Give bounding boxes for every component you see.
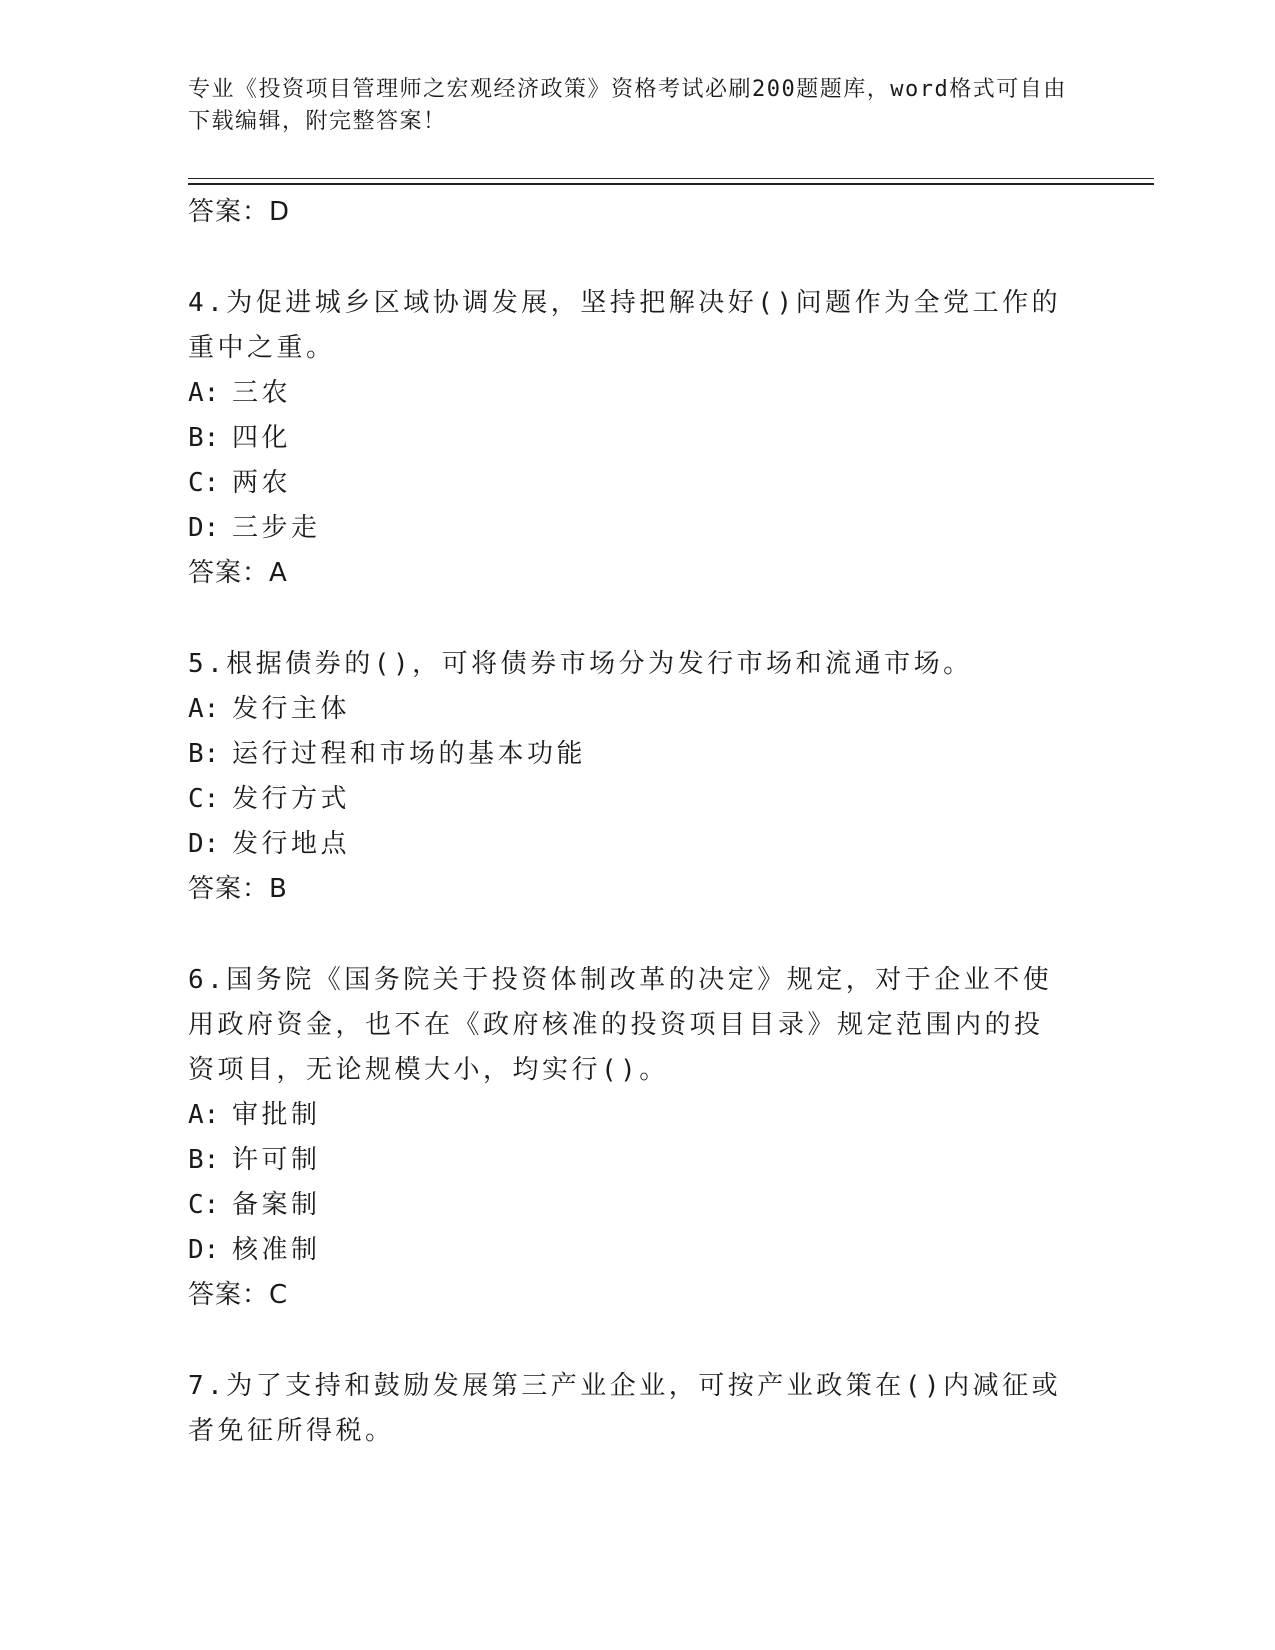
option-text: 核准制: [232, 1235, 321, 1265]
option-d: [188, 822, 1068, 867]
option-letter: A:: [188, 1100, 220, 1130]
option-text: 两农: [232, 468, 292, 498]
question-stem: 5.根据债券的()，可将债券市场分为发行市场和流通市场。: [188, 649, 973, 679]
question-list: [188, 190, 1068, 1454]
option-b: [188, 1138, 1068, 1183]
option-letter: A:: [188, 694, 220, 724]
option-letter: D:: [188, 829, 220, 859]
question-stem: 7.为了支持和鼓励发展第三产业企业，可按产业政策在()内减征或者免征所得税。: [188, 1371, 1062, 1446]
option-letter: D:: [188, 1235, 220, 1265]
option-text: 许可制: [232, 1145, 321, 1175]
answer-line: 答案：C: [188, 1280, 289, 1310]
header-divider-thick: [188, 183, 1154, 185]
option-b: [188, 732, 1068, 777]
option-letter: C:: [188, 1190, 220, 1220]
question-item: [188, 642, 1068, 912]
option-text: 运行过程和市场的基本功能: [232, 739, 587, 769]
option-text: 备案制: [232, 1190, 321, 1220]
question-stem: 4.为促进城乡区域协调发展，坚持把解决好()问题作为全党工作的重中之重。: [188, 288, 1062, 363]
option-d: [188, 506, 1068, 551]
option-c: [188, 777, 1068, 822]
option-text: 三农: [232, 378, 292, 408]
option-letter: B:: [188, 423, 220, 453]
question-stem: 6.国务院《国务院关于投资体制改革的决定》规定，对于企业不使用政府资金，也不在《政府核准的投资项目目录》规定范围内的投资项目，无论规模大小，均实行()。: [188, 965, 1053, 1085]
question-item: [188, 958, 1068, 1318]
option-letter: D:: [188, 513, 220, 543]
page-header: 专业《投资项目管理师之宏观经济政策》资格考试必刷200题题库，word格式可自由下载编辑，附完整答案！: [188, 77, 1067, 134]
option-text: 发行主体: [232, 694, 351, 724]
option-c: [188, 1183, 1068, 1228]
previous-answer: 答案：D: [188, 197, 291, 227]
option-a: [188, 687, 1068, 732]
option-letter: C:: [188, 468, 220, 498]
option-a: [188, 371, 1068, 416]
question-item: [188, 1364, 1068, 1454]
option-letter: B:: [188, 1145, 220, 1175]
option-text: 四化: [232, 423, 292, 453]
question-item: [188, 281, 1068, 596]
option-c: [188, 461, 1068, 506]
answer-line: 答案：B: [188, 874, 288, 904]
option-letter: B:: [188, 739, 220, 769]
option-d: [188, 1228, 1068, 1273]
option-text: 发行地点: [232, 829, 351, 859]
option-a: [188, 1093, 1068, 1138]
option-text: 审批制: [232, 1100, 321, 1130]
option-b: [188, 416, 1068, 461]
option-text: 发行方式: [232, 784, 351, 814]
option-letter: C:: [188, 784, 220, 814]
header-divider-thin: [188, 178, 1154, 179]
answer-line: 答案：A: [188, 558, 288, 588]
option-text: 三步走: [232, 513, 321, 543]
option-letter: A:: [188, 378, 220, 408]
